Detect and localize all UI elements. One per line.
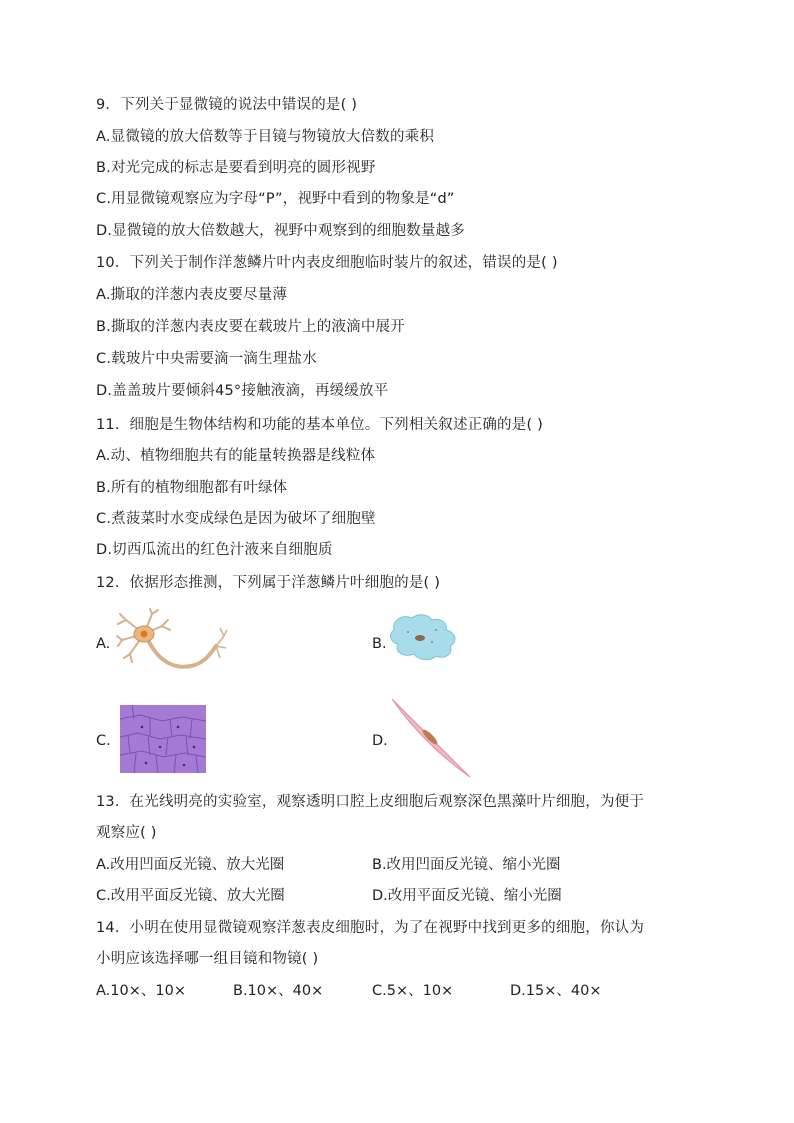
q14-option-d: D.15×、40×: [510, 983, 602, 999]
q13-option-c: C.改用平面反光镜、放大光圈: [96, 888, 285, 904]
q9-stem: 9．下列关于显微镜的说法中错误的是( ): [96, 97, 358, 113]
amoeba-cell-image: [388, 612, 460, 662]
q11-option-c: C.煮菠菜时水变成绿色是因为破坏了细胞壁: [96, 511, 376, 527]
onion-epidermis-image: [120, 705, 206, 773]
q11-option-b: B.所有的植物细胞都有叶绿体: [96, 480, 288, 496]
q12-option-d-label: D.: [372, 733, 388, 749]
q11-option-d: D.切西瓜流出的红色汁液来自细胞质: [96, 542, 333, 558]
q14-option-c: C.5×、10×: [372, 983, 454, 999]
q11-stem: 11．细胞是生物体结构和功能的基本单位。下列相关叙述正确的是( ): [96, 417, 543, 433]
q10-option-c: C.载玻片中央需要滴一滴生理盐水: [96, 351, 317, 367]
q9-option-d: D.显微镜的放大倍数越大，视野中观察到的细胞数量越多: [96, 223, 465, 239]
q13-option-b: B.改用凹面反光镜、缩小光圈: [372, 857, 561, 873]
q11-option-a: A.动、植物细胞共有的能量转换器是线粒体: [96, 448, 376, 464]
q10-option-a: A.撕取的洋葱内表皮要尽量薄: [96, 287, 288, 303]
q14-stem-line2: 小明应该选择哪一组目镜和物镜( ): [96, 951, 319, 967]
q9-option-b: B.对光完成的标志是要看到明亮的圆形视野: [96, 160, 376, 176]
q13-stem-line2: 观察应( ): [96, 825, 157, 841]
q10-stem: 10．下列关于制作洋葱鳞片叶内表皮细胞临时装片的叙述，错误的是( ): [96, 255, 558, 271]
q14-option-a: A.10×、10×: [96, 983, 186, 999]
q12-option-c-label: C.: [96, 733, 111, 749]
q10-option-b: B.撕取的洋葱内表皮要在载玻片上的液滴中展开: [96, 319, 405, 335]
q13-stem-line1: 13．在光线明亮的实验室，观察透明口腔上皮细胞后观察深色黑藻叶片细胞，为便于: [96, 794, 645, 810]
q10-option-d: D.盖盖玻片要倾斜45°接触液滴，再缓缓放平: [96, 383, 389, 399]
q9-option-c: C.用显微镜观察应为字母“P”，视野中看到的物象是“d”: [96, 191, 455, 207]
q9-option-a: A.显微镜的放大倍数等于目镜与物镜放大倍数的乘积: [96, 129, 435, 145]
q12-option-a-label: A.: [96, 636, 111, 652]
q14-option-b: B.10×、40×: [233, 983, 324, 999]
q12-stem: 12．依据形态推测，下列属于洋葱鳞片叶细胞的是( ): [96, 575, 441, 591]
q13-option-a: A.改用凹面反光镜、放大光圈: [96, 857, 285, 873]
q14-stem-line1: 14．小明在使用显微镜观察洋葱表皮细胞时，为了在视野中找到更多的细胞，你认为: [96, 920, 645, 936]
muscle-cell-image: [388, 697, 474, 779]
q12-option-b-label: B.: [372, 636, 387, 652]
q13-option-d: D.改用平面反光镜、缩小光圈: [372, 888, 562, 904]
neuron-image: [116, 608, 228, 680]
